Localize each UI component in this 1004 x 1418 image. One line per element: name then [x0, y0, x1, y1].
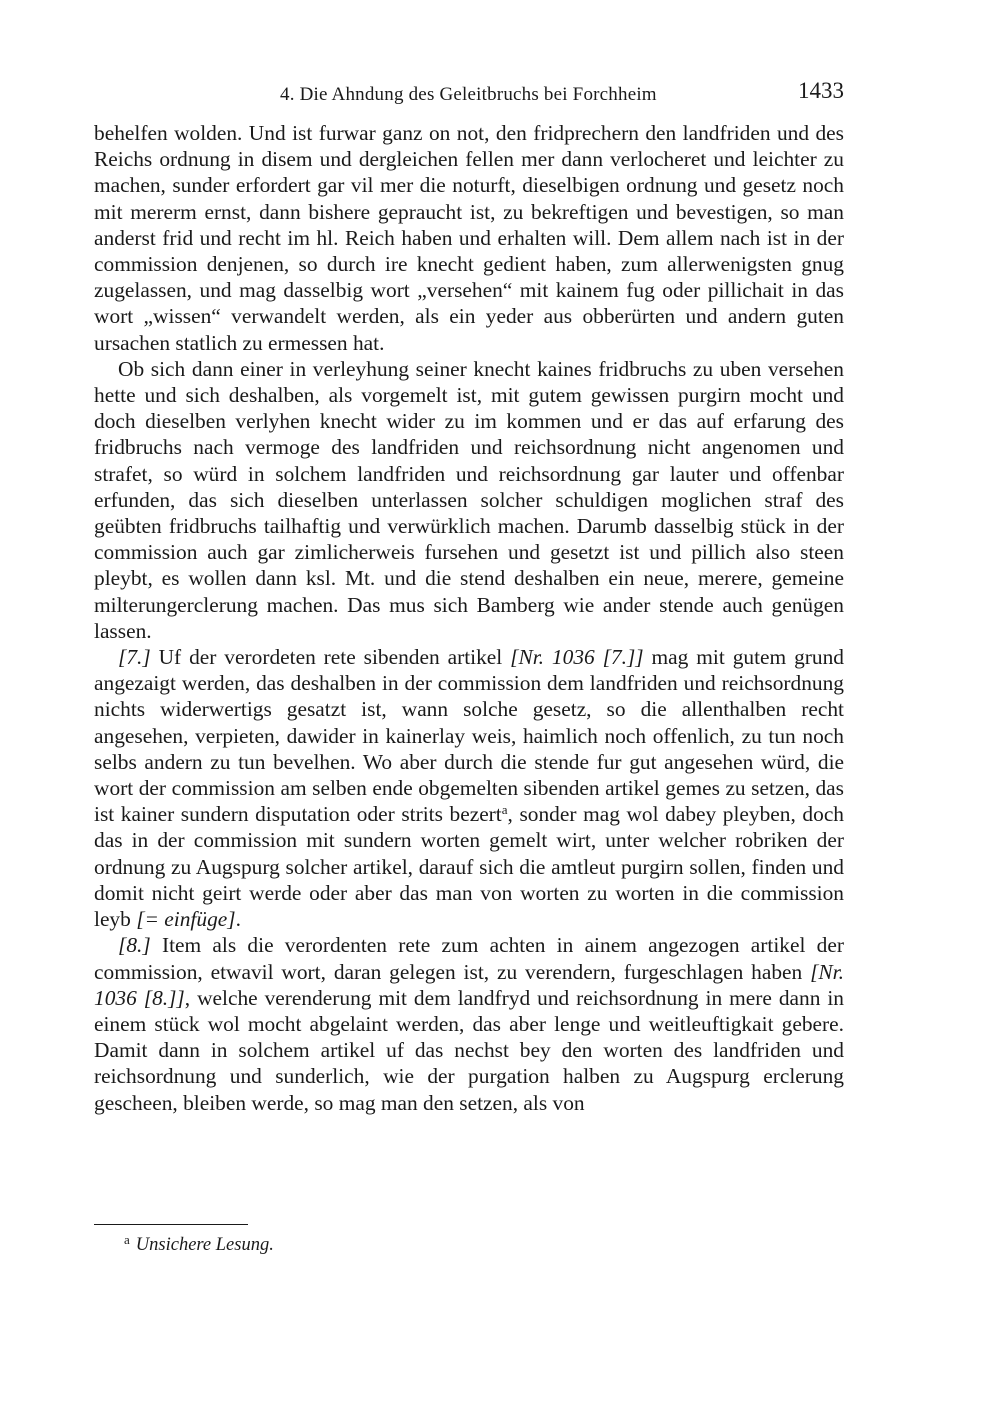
running-head: [94, 78, 844, 108]
text-segment: behelfen wolden. Und ist furwar ganz on not, den fridprechern den landfriden und des Reichs ordnung in disem und dergleichen fellen mer dann verlocheret und leichter zu machen, sunder erfordert gar vil mer die noturft, dieselbigen ordnung und gesetz noch mit mererm ernst, dann bishere gepraucht ist, zu bekreftigen und bevestigen, so man anderst frid und recht im hl. Reich haben und erhalten will. Dem allem nach ist in der commission denjenen, so durch ire knecht gedient haben, zum allerwenigsten gnug zugelassen, und mag dasselbig wort „versehen“ mit kainem fug oder pillichait in das wort „wissen“ verwandelt werden, als ein yeder aus obberürten und andern guten ursachen statlich zu ermessen hat.: [94, 121, 844, 355]
page: [94, 78, 844, 1116]
editorial-annotation: [= einfüge]: [136, 907, 236, 932]
text-segment: Item als die verordenten rete zum achten in ainem angezogen artikel der commission, etwavil wort, daran gelegen ist, zu verendern, furgeschlagen haben: [94, 933, 844, 984]
text-segment: , welche verenderung mit dem landfryd und reichsordnung in mere dann in einem stück wol mocht abgelaint werden, das aber lenge und weitleuftigkait gebere. Damit dann in solchem artikel uf das nechst bey den worten des landfriden und reichsordnung und sunderlich, wie der purgation halben zu Augspurg erclerung gescheen, bleiben werde, so mag man den setzen, als von: [94, 985, 844, 1115]
text-segment: Uf der verordeten rete sibenden artikel: [150, 645, 511, 670]
footnote-divider: [94, 1224, 248, 1225]
footnote-marker: a: [124, 1232, 130, 1247]
paragraph: [94, 644, 844, 932]
running-title: 4. Die Ahndung des Geleitbruchs bei Forchheim: [280, 84, 657, 105]
footnote-text: Unsichere Lesung.: [135, 1235, 274, 1255]
text-segment: , sonder mag wol dabey pleyben, doch das in der commission mit sundern worten gemelt wirt, unter welcher robriken der ordnung zu Augspurg solcher artikel, darauf sich die amtleut purgirn sollen, finden und domit nicht geirt werde oder aber das man von worten zu worten in die commission leyb: [94, 802, 845, 932]
footnote: [124, 1228, 274, 1257]
paragraph: [94, 120, 844, 356]
body-text: [94, 120, 844, 1116]
text-segment: mag mit gutem grund angezaigt werden, das deshalben in der commission dem landfriden und reichsordnung nichts widerwertigs gesatzt ist, wann solche gesetz, so die allenthalben recht angesehen, verpieten, dawider in kainerlay weis, haimlich noch offenlich, zu tun noch selbs andern zu tun bevelhen. Wo aber durch die stende fur gut angesehen würd, die wort der commission am selben ende obgemelten sibenden artikel gemes zu setzen, das ist kainer sundern disputation oder strits bezert: [94, 645, 844, 827]
editorial-annotation: [8.]: [118, 933, 151, 958]
editorial-annotation: [7.]: [118, 645, 151, 670]
page-number: 1433: [798, 78, 844, 103]
editorial-annotation: [Nr. 1036 [8.]]: [94, 959, 844, 1010]
text-segment: .: [235, 907, 241, 932]
editorial-annotation: [Nr. 1036 [7.]]: [510, 645, 644, 670]
paragraph: [94, 932, 844, 1115]
paragraph: [94, 356, 844, 644]
text-segment: Ob sich dann einer in verleyhung seiner knecht kaines fridbruchs zu uben versehen hette und sich deshalben, als vorgemelt ist, mit gutem gewissen purgirn mocht und doch dieselben verlyhen knecht wider zu im kommen und er das auf erfarung des fridbruchs nach vermoge des landfriden und reichsordnung nicht angenomen und strafet, so würd in solchem landfriden und reichsordnung gar lauter und offenbar erfunden, das sich dieselben unterlassen solcher schuldigen moglichen straf des geübten fridbruchs tailhaftig und verwürklich machen. Darumb dasselbig stück in der commission auch gar zimlicherweis fursehen und gesetzt ist und pillich also steen pleybt, es wollen dann ksl. Mt. und die stend deshalben ein neue, merere, gemeine milterungerclerung machen. Das mus sich Bamberg wie ander stende auch genügen lassen.: [94, 356, 844, 643]
footnote-reference: a: [501, 802, 508, 818]
